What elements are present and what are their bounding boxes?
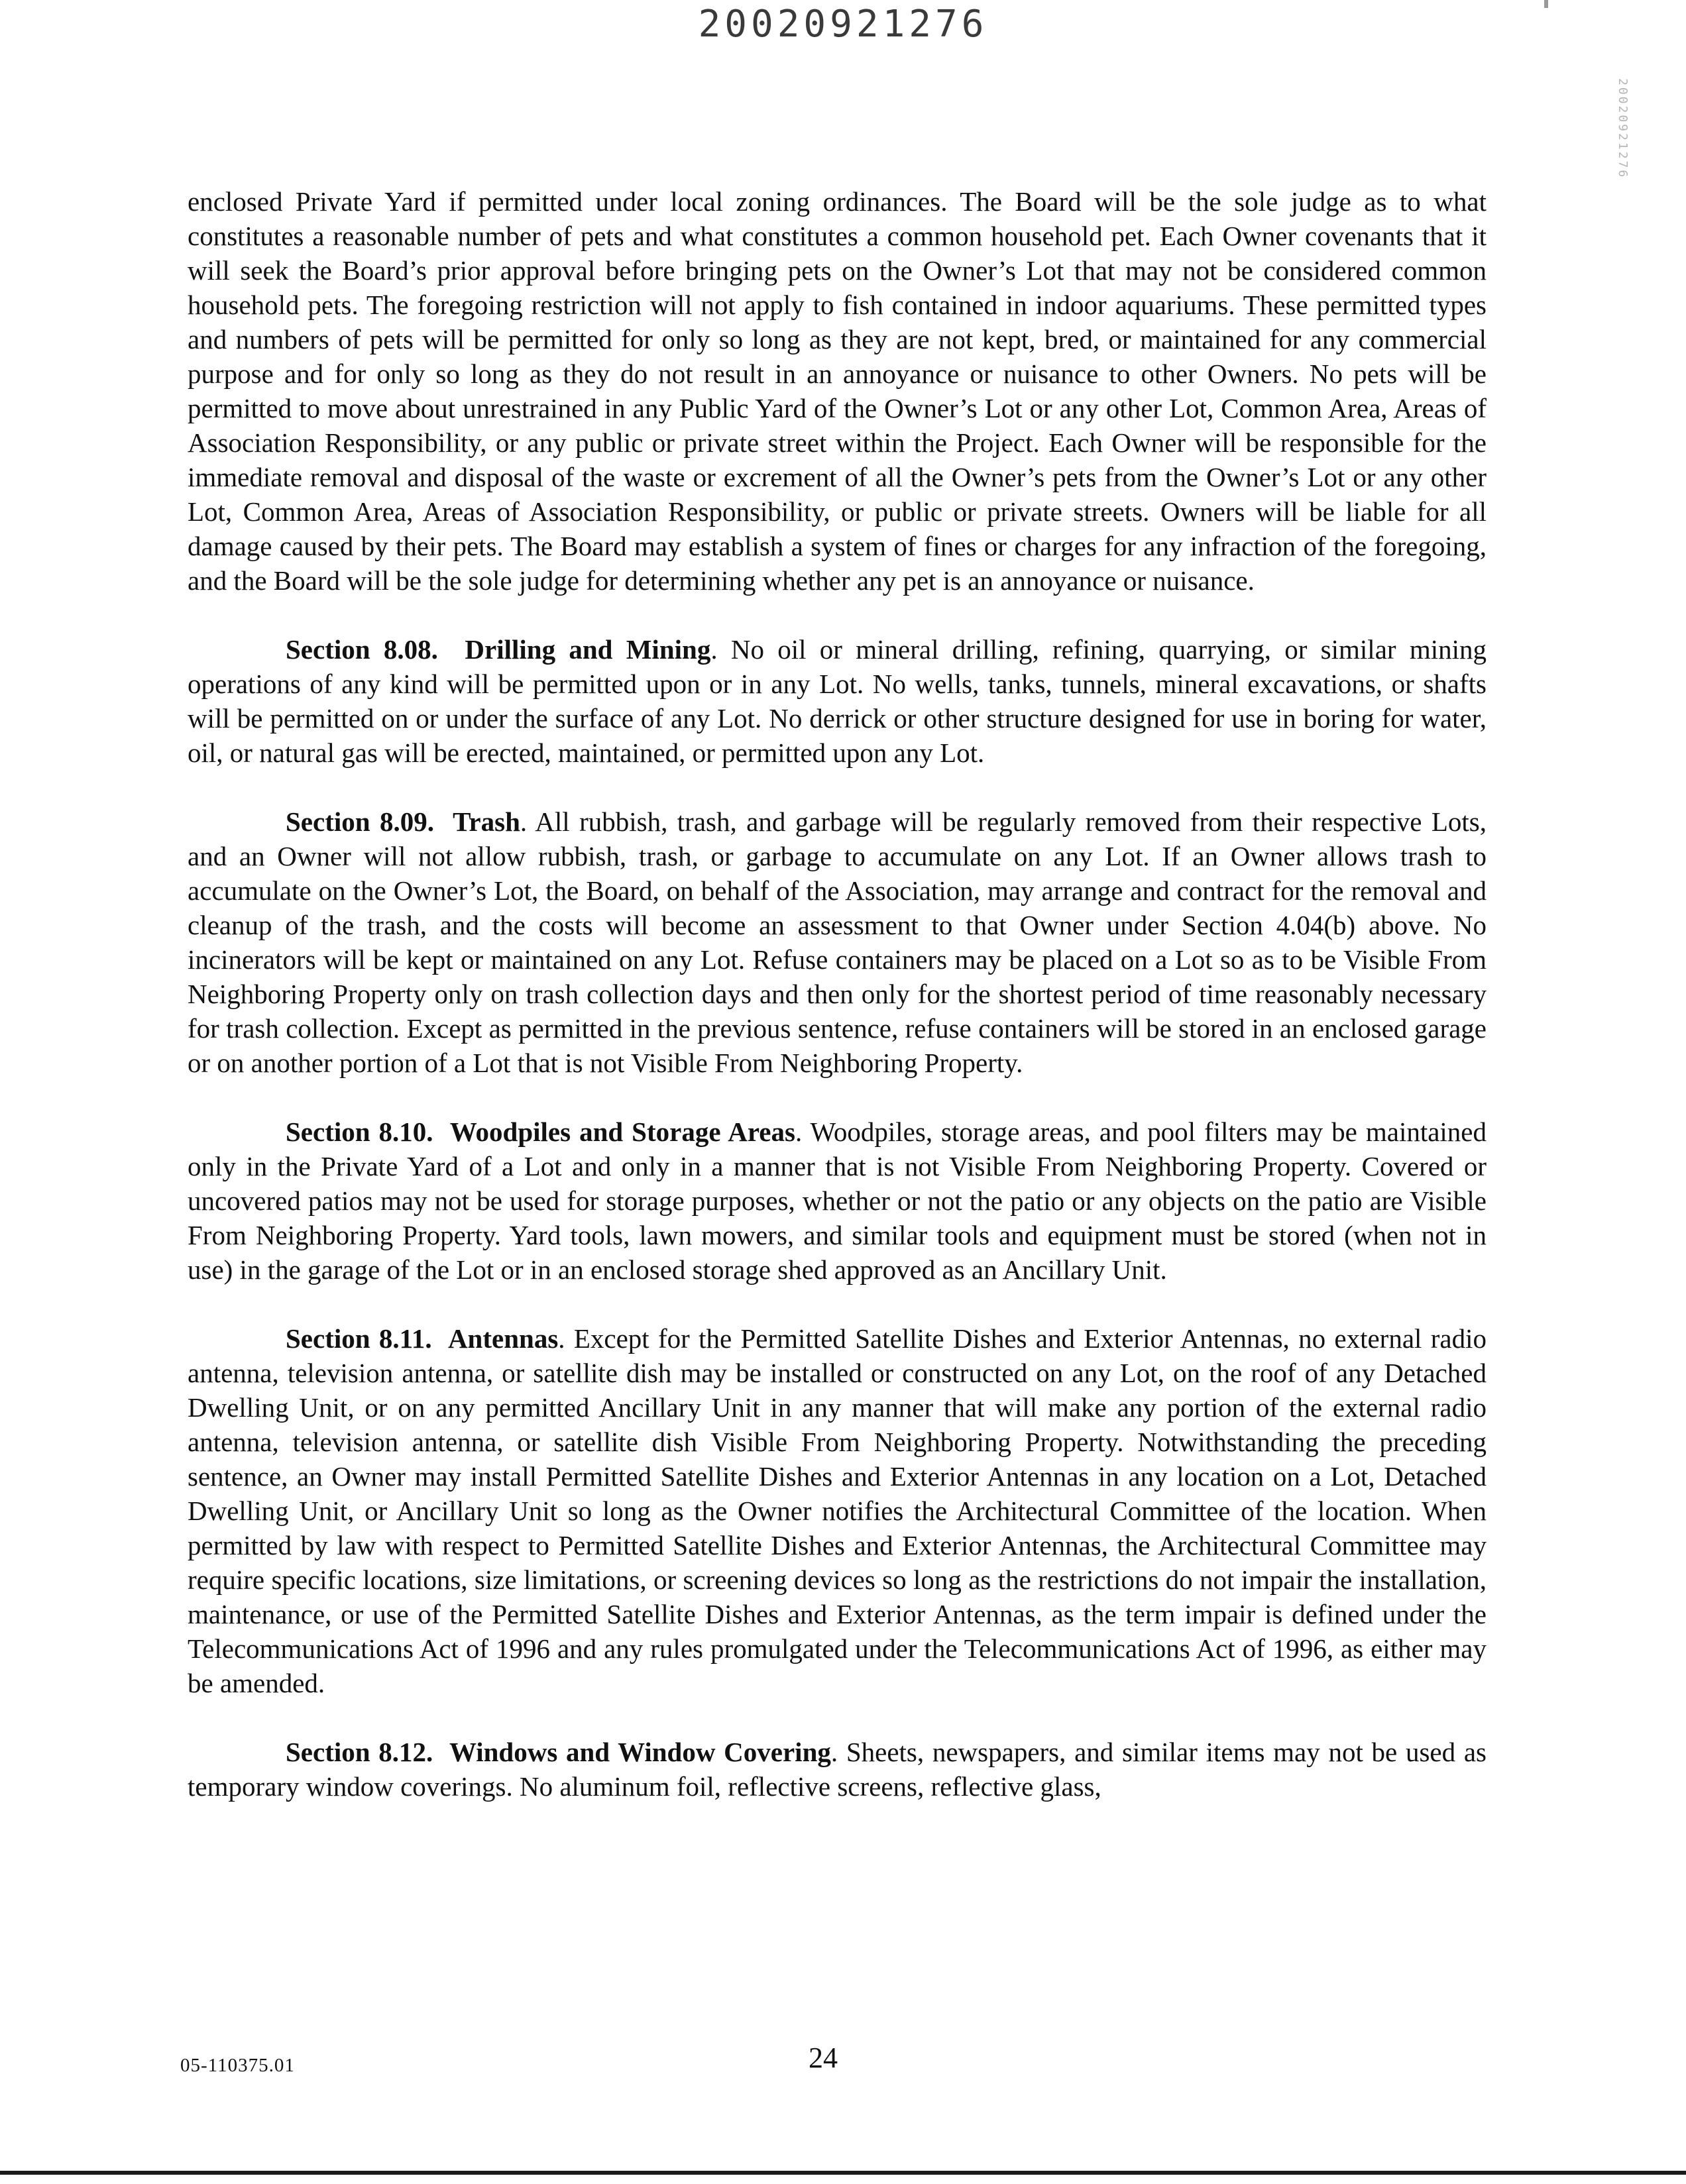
section-title: Antennas <box>447 1323 559 1354</box>
section-number: Section 8.09. <box>286 806 434 837</box>
section-heading <box>286 1323 558 1354</box>
document-id: 05-110375.01 <box>180 2055 295 2076</box>
document-body <box>188 184 1487 1804</box>
page-footer <box>180 2041 1506 2077</box>
section-title: Trash <box>453 806 520 837</box>
section-number: Section 8.12. <box>286 1737 433 1767</box>
section-8-10 <box>188 1115 1487 1287</box>
section-heading <box>286 1737 831 1767</box>
section-number: Section 8.11. <box>286 1323 432 1354</box>
recording-number: 20020921276 <box>698 3 988 46</box>
section-8-12 <box>188 1735 1487 1804</box>
section-text: . Sheets, newspapers, and similar items may not be used as temporary window coverings. No aluminum foil, reflective screens, reflective glass, <box>188 1737 1487 1802</box>
section-number: Section 8.08. <box>286 634 438 665</box>
bottom-rule <box>0 2171 1686 2175</box>
section-text: . No oil or mineral drilling, refining, quarrying, or similar mining operations of any kind will be permitted upon or in any Lot. No wells, tanks, tunnels, mineral excavations, or shafts will be permitted on or under the surface of any Lot. No derrick or other structure designed for use in boring for water, oil, or natural gas will be erected, maintained, or permitted upon any Lot. <box>188 634 1487 768</box>
section-title: Woodpiles and Storage Areas <box>449 1117 795 1147</box>
section-title: Drilling and Mining <box>465 634 711 665</box>
page-number: 24 <box>809 2042 838 2074</box>
section-title: Windows and Window Covering <box>449 1737 831 1767</box>
continuation-paragraph: enclosed Private Yard if permitted under local zoning ordinances. The Board will be the sole judge as to what constitutes a reasonable number of pets and what constitutes a common household pet. Each Owner covenants that it will seek the Board’s prior approval before bringing pets on the Owner’s Lot that may not be considered common household pets. The foregoing restriction will not apply to fish contained in indoor aquariums. These permitted types and numbers of pets will be permitted for only so long as they are not kept, bred, or maintained for any commercial purpose and for only so long as they do not result in an annoyance or nuisance to other Owners. No pets will be permitted to move about unrestrained in any Public Yard of the Owner’s Lot or any other Lot, Common Area, Areas of Association Responsibility, or any public or private street within the Project. Each Owner will be responsible for the immediate removal and disposal of the waste or excrement of all the Owner’s pets from the Owner’s Lot or any other Lot, Common Area, Areas of Association Responsibility, or public or private streets. Owners will be liable for all damage caused by their pets. The Board may establish a system of fines or charges for any infraction of the foregoing, and the Board will be the sole judge for determining whether any pet is an annoyance or nuisance. <box>188 186 1487 596</box>
section-8-08 <box>188 632 1487 770</box>
section-text: . Woodpiles, storage areas, and pool filters may be maintained only in the Private Yard of a Lot and only in a manner that is not Visible From Neighboring Property. Covered or uncovered patios may not be used for storage purposes, whether or not the patio or any objects on the patio are Visible From Neighboring Property. Yard tools, lawn mowers, and similar tools and equipment must be stored (when not in use) in the garage of the Lot or in an enclosed storage shed approved as an Ancillary Unit. <box>188 1117 1487 1285</box>
section-8-09 <box>188 804 1487 1080</box>
section-number: Section 8.10. <box>286 1117 433 1147</box>
section-text: . Except for the Permitted Satellite Dishes and Exterior Antennas, no external radio antenna, television antenna, or satellite dish may be installed or constructed on any Lot, on the roof of any Detached Dwelling Unit, or on any permitted Ancillary Unit in any manner that will make any portion of the external radio antenna, television antenna, or satellite dish Visible From Neighboring Property. Notwithstanding the preceding sentence, an Owner may install Permitted Satellite Dishes and Exterior Antennas in any location on a Lot, Detached Dwelling Unit, or Ancillary Unit so long as the Owner notifies the Architectural Committee of the location. When permitted by law with respect to Permitted Satellite Dishes and Exterior Antennas, the Architectural Committee may require specific locations, size limitations, or screening devices so long as the restrictions do not impair the installation, maintenance, or use of the Permitted Satellite Dishes and Exterior Antennas, as the term impair is defined under the Telecommunications Act of 1996 and any rules promulgated under the Telecommunications Act of 1996, as either may be amended. <box>188 1323 1487 1698</box>
section-heading <box>286 634 710 665</box>
section-heading <box>286 806 520 837</box>
margin-stamp: 20020921276 <box>1616 78 1630 180</box>
section-8-11 <box>188 1321 1487 1700</box>
section-text: . All rubbish, trash, and garbage will be regularly removed from their respective Lots, and an Owner will not allow rubbish, trash, or garbage to accumulate on any Lot. If an Owner allows trash to accumulate on the Owner’s Lot, the Board, on behalf of the Association, may arrange and contract for the removal and cleanup of the trash, and the costs will become an assessment to that Owner under Section 4.04(b) above. No incinerators will be kept or maintained on any Lot. Refuse containers may be placed on a Lot so as to be Visible From Neighboring Property only on trash collection days and then only for the shortest period of time reasonably necessary for trash collection. Except as permitted in the previous sentence, refuse containers will be stored in an enclosed garage or on another portion of a Lot that is not Visible From Neighboring Property. <box>188 806 1487 1078</box>
section-heading <box>286 1117 795 1147</box>
